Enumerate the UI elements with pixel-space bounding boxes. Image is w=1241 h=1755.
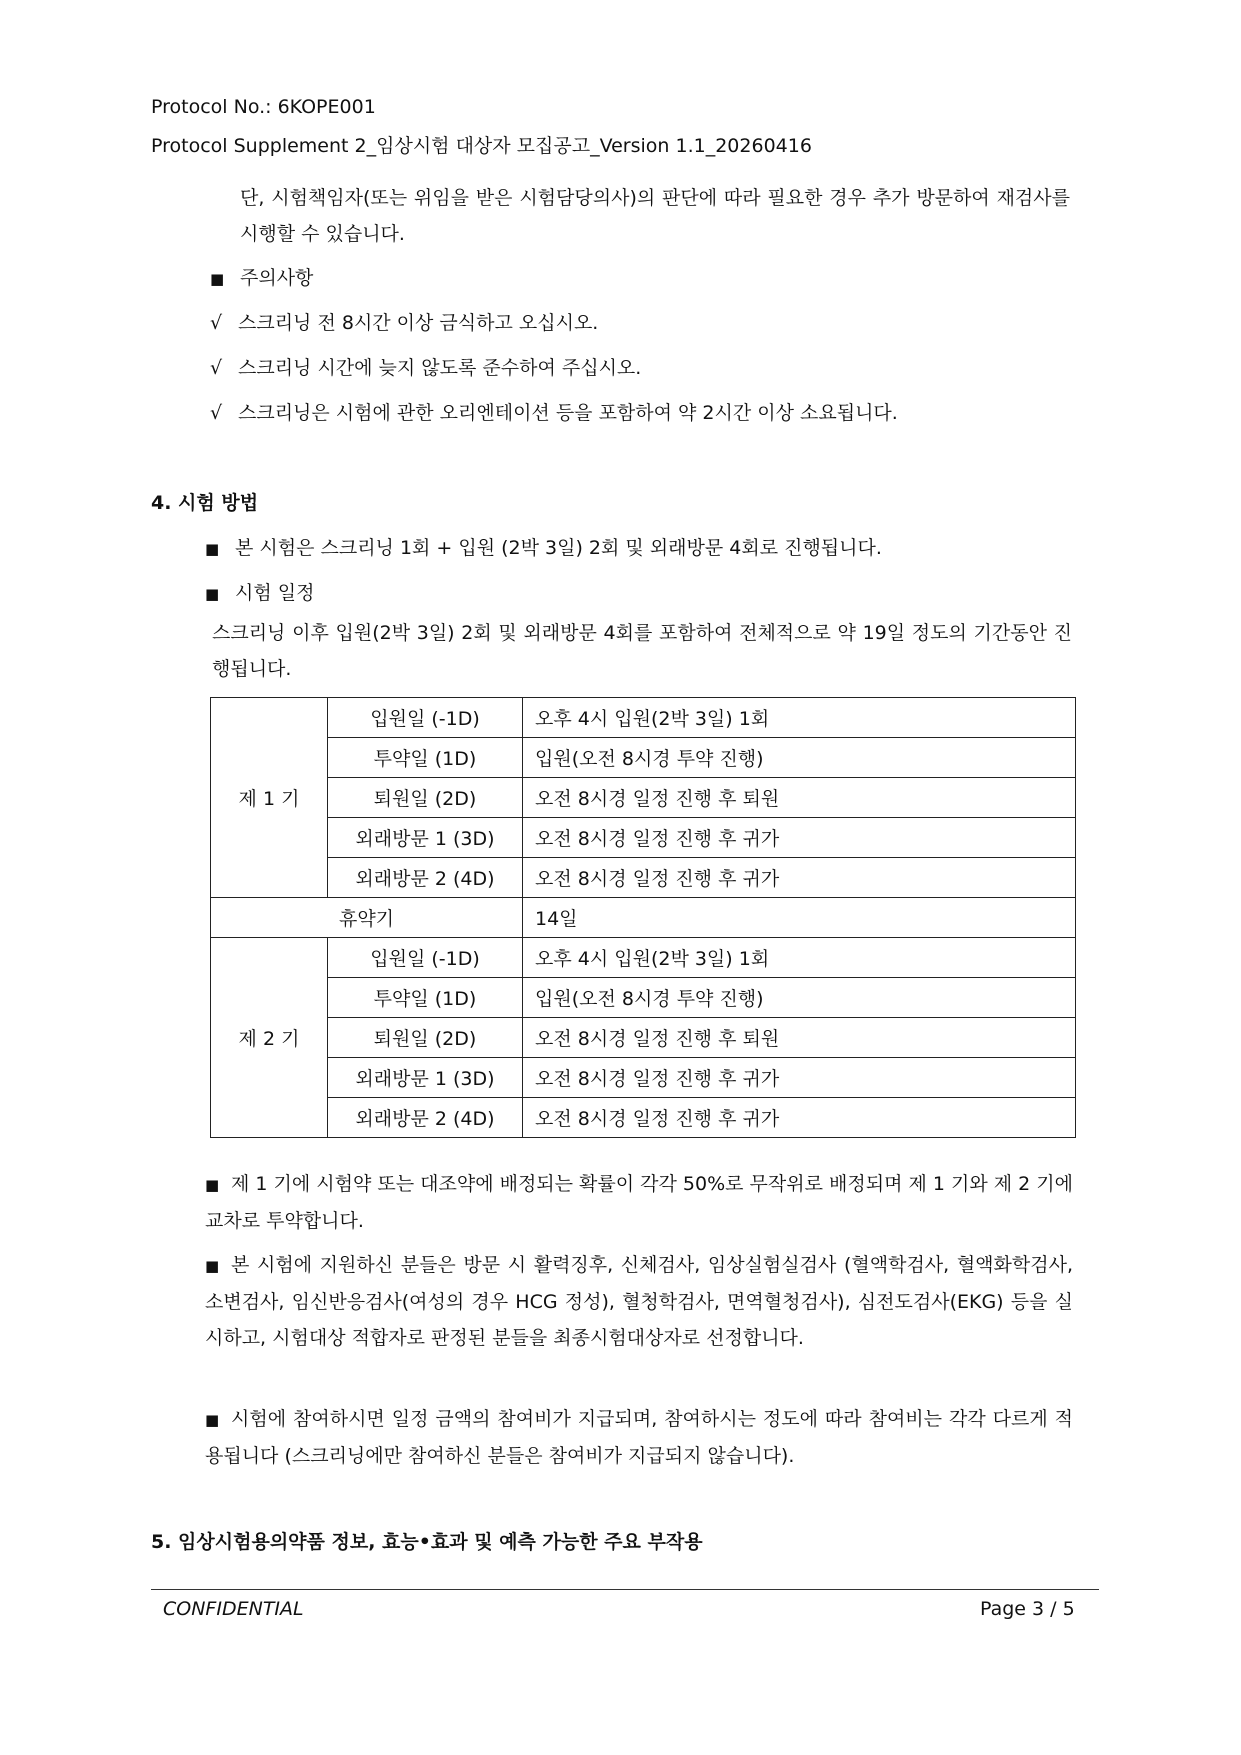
washout-duration: 14일	[523, 898, 1076, 938]
caution-text: 스크리닝 전 8시간 이상 금식하고 오십시오.	[238, 312, 599, 334]
compensation-text: 시험에 참여하시면 일정 금액의 참여비가 지급되며, 참여하시는 정도에 따라 참여비는 각각 다르게 적용됩니다 (스크리닝에만 참여하신 분들은 참여비가 지급되지 않습니다).	[205, 1408, 1073, 1467]
table-row	[211, 978, 1076, 1018]
table-cell-day: 입원일 (-1D)	[328, 938, 523, 978]
period-2-label: 제 2 기	[211, 938, 328, 1138]
list-item	[205, 1401, 1073, 1474]
page-number: Page 3 / 5	[980, 1598, 1075, 1620]
list-item	[205, 1247, 1073, 1356]
protocol-supplement-title: Protocol Supplement 2_임상시험 대상자 모집공고_Version 1.1_20260416	[151, 135, 812, 157]
table-cell-desc: 오후 4시 입원(2박 3일) 1회	[523, 938, 1076, 978]
table-row-washout	[211, 898, 1076, 938]
screening-tests-text: 본 시험에 지원하신 분들은 방문 시 활력징후, 신체검사, 임상실험실검사 (혈액학검사, 혈액화학검사, 소변검사, 임신반응검사(여성의 경우 HCG 정성), 혈청학검사, 면역혈청검사), 심전도검사(EKG) 등을 실시하고, 시험대상 적합자로 판정된 분들을 최종시험대상자로 선정합니다.	[205, 1254, 1073, 1349]
schedule-intro: 스크리닝 이후 입원(2박 3일) 2회 및 외래방문 4회를 포함하여 전체적으로 약 19일 정도의 기간동안 진행됩니다.	[212, 622, 1072, 680]
table-row	[211, 1098, 1076, 1138]
table-cell-desc: 입원(오전 8시경 투약 진행)	[523, 738, 1076, 778]
table-cell-desc: 오전 8시경 일정 진행 후 귀가	[523, 818, 1076, 858]
washout-label: 휴약기	[211, 898, 523, 938]
confidential-label: CONFIDENTIAL	[163, 1598, 304, 1620]
table-row	[211, 778, 1076, 818]
bullet-icon: ■	[205, 1176, 220, 1194]
table-cell-desc: 입원(오전 8시경 투약 진행)	[523, 978, 1076, 1018]
list-item	[205, 578, 314, 605]
list-item	[205, 533, 882, 560]
table-cell-day: 입원일 (-1D)	[328, 698, 523, 738]
method-overview: 본 시험은 스크리닝 1회 + 입원 (2박 3일) 2회 및 외래방문 4회로 진행됩니다.	[235, 537, 882, 559]
bullet-icon: ■	[205, 1411, 220, 1429]
table-cell-day: 외래방문 1 (3D)	[328, 818, 523, 858]
check-icon: √	[210, 312, 223, 334]
footer-divider	[151, 1589, 1099, 1590]
table-row	[211, 1018, 1076, 1058]
table-cell-day: 외래방문 2 (4D)	[328, 858, 523, 898]
table-row	[211, 938, 1076, 978]
table-cell-desc: 오전 8시경 일정 진행 후 귀가	[523, 858, 1076, 898]
caution-text: 스크리닝은 시험에 관한 오리엔테이션 등을 포함하여 약 2시간 이상 소요됩니다.	[238, 402, 898, 424]
table-row	[211, 818, 1076, 858]
table-cell-desc: 오후 4시 입원(2박 3일) 1회	[523, 698, 1076, 738]
table-cell-day: 투약일 (1D)	[328, 738, 523, 778]
bullet-icon: ■	[210, 270, 225, 288]
table-cell-day: 투약일 (1D)	[328, 978, 523, 1018]
table-cell-day: 외래방문 2 (4D)	[328, 1098, 523, 1138]
caution-item	[210, 308, 598, 335]
section-4-title: 4. 시험 방법	[151, 492, 259, 514]
schedule-table	[210, 697, 1076, 1138]
protocol-number: Protocol No.: 6KOPE001	[151, 96, 376, 118]
cautions-title: 주의사항	[240, 267, 314, 289]
check-icon: √	[210, 357, 223, 379]
table-row	[211, 698, 1076, 738]
list-item	[205, 1166, 1073, 1239]
table-cell-desc: 오전 8시경 일정 진행 후 퇴원	[523, 1018, 1076, 1058]
bullet-icon: ■	[205, 585, 220, 603]
table-cell-desc: 오전 8시경 일정 진행 후 퇴원	[523, 778, 1076, 818]
table-cell-desc: 오전 8시경 일정 진행 후 귀가	[523, 1058, 1076, 1098]
caution-text: 스크리닝 시간에 늦지 않도록 준수하여 주십시오.	[238, 357, 642, 379]
table-row	[211, 1058, 1076, 1098]
table-cell-day: 퇴원일 (2D)	[328, 1018, 523, 1058]
table-cell-day: 외래방문 1 (3D)	[328, 1058, 523, 1098]
table-row	[211, 738, 1076, 778]
intro-continuation: 단, 시험책임자(또는 위임을 받은 시험담당의사)의 판단에 따라 필요한 경우 추가 방문하여 재검사를 시행할 수 있습니다.	[240, 187, 1070, 245]
caution-item	[210, 353, 641, 380]
caution-item	[210, 398, 898, 425]
section-5-title: 5. 임상시험용의약품 정보, 효능•효과 및 예측 가능한 주요 부작용	[151, 1531, 703, 1553]
cautions-heading	[210, 263, 313, 290]
bullet-icon: ■	[205, 540, 220, 558]
check-icon: √	[210, 402, 223, 424]
schedule-heading: 시험 일정	[235, 582, 315, 604]
table-row	[211, 858, 1076, 898]
table-cell-desc: 오전 8시경 일정 진행 후 귀가	[523, 1098, 1076, 1138]
bullet-icon: ■	[205, 1257, 220, 1275]
period-1-label: 제 1 기	[211, 698, 328, 898]
randomization-text: 제 1 기에 시험약 또는 대조약에 배정되는 확률이 각각 50%로 무작위로 배정되며 제 1 기와 제 2 기에 교차로 투약합니다.	[205, 1173, 1073, 1232]
table-cell-day: 퇴원일 (2D)	[328, 778, 523, 818]
